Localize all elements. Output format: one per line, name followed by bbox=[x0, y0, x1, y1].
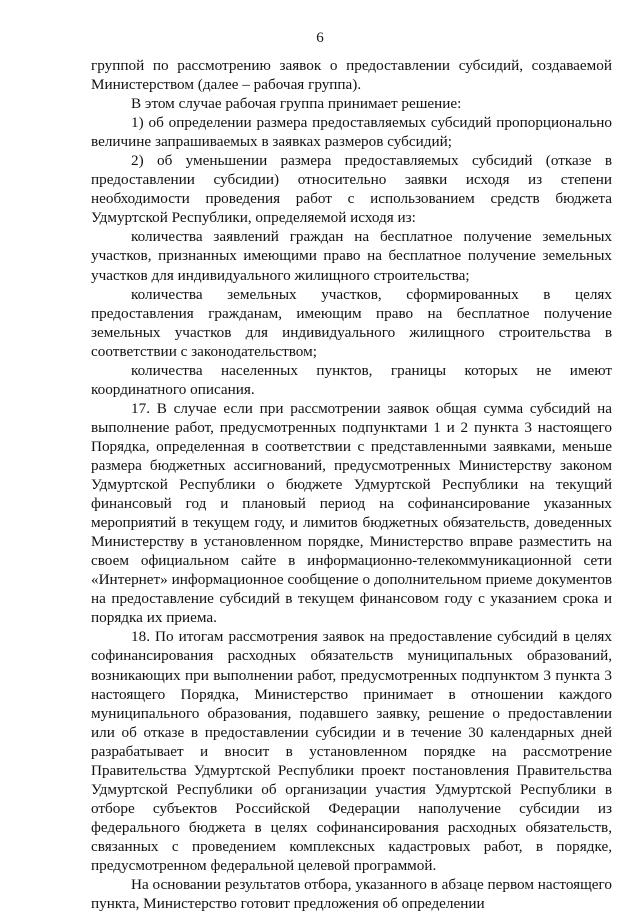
page-number: 6 bbox=[316, 30, 324, 46]
paragraph-criterion-applications: количества заявлений граждан на бесплатное получение земельных участков, признанных имеющими право на бесплатное получение земельных участков для индивидуального жилищного строительства; bbox=[91, 228, 612, 284]
document-body bbox=[91, 56, 612, 913]
paragraph-criterion-settlements: количества населенных пунктов, границы которых не имеют координатного описания. bbox=[91, 361, 612, 398]
paragraph-selection-results: На основании результатов отбора, указанного в абзаце первом настоящего пункта, Министерство готовит предложения об определении bbox=[91, 876, 612, 913]
paragraph-decision-intro: В этом случае рабочая группа принимает решение: bbox=[131, 95, 462, 113]
paragraph-clause-18: 18. По итогам рассмотрения заявок на предоставление субсидий в целях софинансирования расходных обязательств муниципальных образований, возникающих при выполнении работ, предусмотренных подпунктом 3 пункта 3 настоящего Порядка, Министерство принимает в отношении каждого муниципального образования, подавшего заявку, решение о предоставлении или об отказе в предоставлении субсидии и в течение 30 календарных дней разрабатывает и вносит в установленном порядке на рассмотрение Правительства Удмуртской Республики проект постановления Правительства Удмуртской Республики об организации участия Удмуртской Республики в отборе субъектов Российской Федерации наполучение субсидии из федерального бюджета в целях софинансирования расходных обязательств, связанных с проведением комплексных кадастровых работ, в порядке, предусмотренном федеральной целевой программой. bbox=[91, 628, 612, 874]
paragraph-criterion-plots: количества земельных участков, сформированных в целях предоставления гражданам, имеющим право на бесплатное получение земельных участков для индивидуального жилищного строительства в соответствии с законодательством; bbox=[91, 285, 612, 360]
paragraph-continuation: группой по рассмотрению заявок о предоставлении субсидий, создаваемой Министерством (далее – рабочая группа). bbox=[91, 57, 612, 94]
paragraph-item-1: 1) об определении размера предоставляемых субсидий пропорционально величине запрашиваемых в заявках размеров субсидий; bbox=[91, 114, 612, 151]
paragraph-item-2: 2) об уменьшении размера предоставляемых субсидий (отказе в предоставлении субсидии) относительно заявки исходя из степени необходимости проведения работ с использованием средств бюджета Удмуртской Республики, определяемой исходя из: bbox=[91, 152, 612, 227]
paragraph-clause-17: 17. В случае если при рассмотрении заявок общая сумма субсидий на выполнение работ, предусмотренных подпунктами 1 и 2 пункта 3 настоящего Порядка, определенная в соответствии с представленными заявками, меньше размера бюджетных ассигнований, предусмотренных Министерству законом Удмуртской Республики о бюджете Удмуртской Республики на текущий финансовый год и плановый период на софинансирование указанных мероприятий в текущем году, и лимитов бюджетных обязательств, доведенных Министерству в установленном порядке, Министерство вправе разместить на своем официальном сайте в информационно-телекоммуникационной сети «Интернет» информационное сообщение о дополнительном приеме документов на предоставление субсидий в текущем финансовом году с указанием срока и порядка их приема. bbox=[91, 399, 612, 627]
